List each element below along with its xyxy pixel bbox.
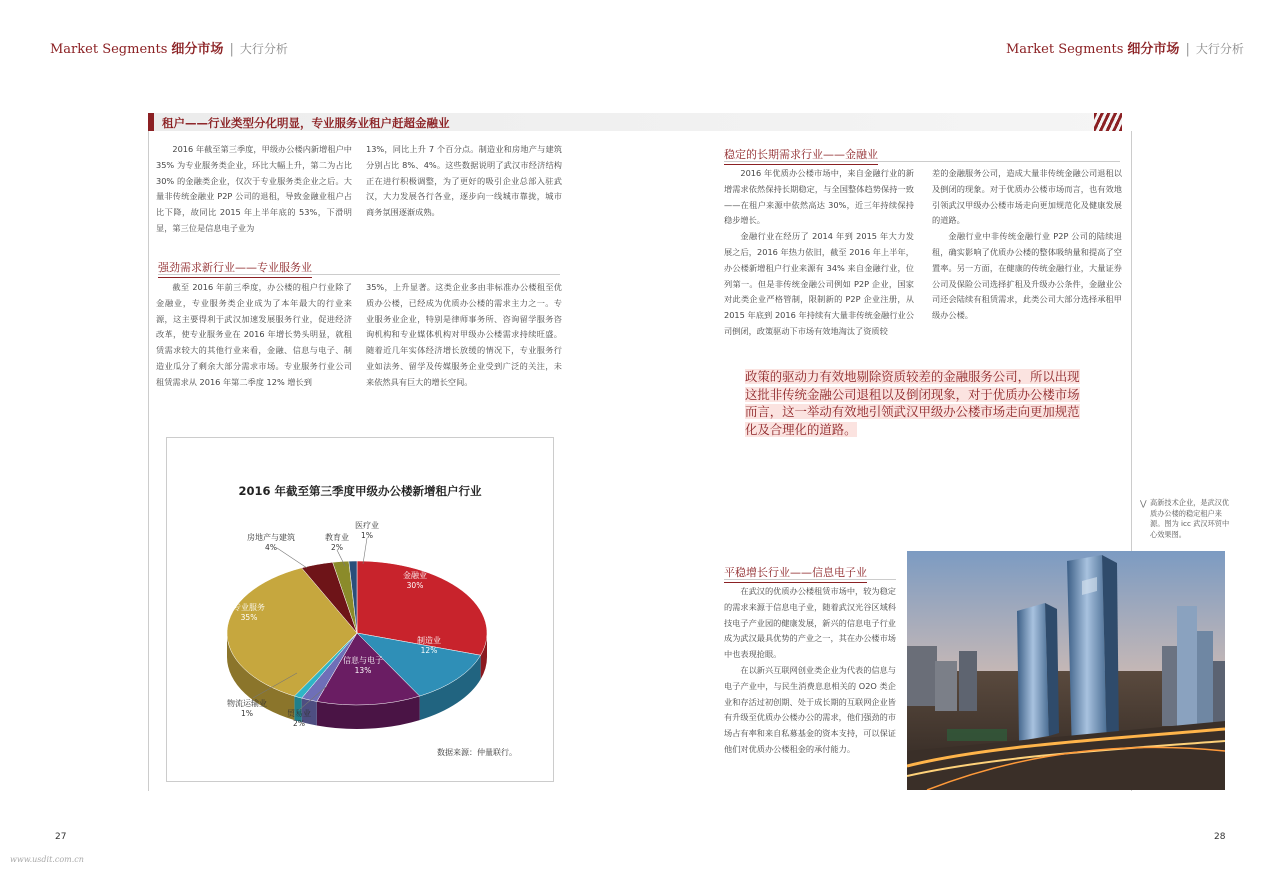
paragraph: 金融行业在经历了 2014 年到 2015 年大力发展之后，2016 年热力依旧，截至 2016 年上半年，办公楼新增租户行业来源有 34% 来自金融行业，位列第一。但是非传统金融公司例如 P2P 企业，国家对此类企业严格管制，限制新的 P2P 企业注册，从 2015 年底到 2016 年持续有大量非传统金融行业公司倒闭，政策驱动下市场有效地淘汰了资质较 xyxy=(724,231,914,336)
section-title-it-electronics: 平稳增长行业——信息电子业 xyxy=(724,564,867,583)
pie-label-name-1: 制造业 xyxy=(417,636,441,645)
pie-chart xyxy=(167,438,553,781)
pie-label-value-0: 30% xyxy=(406,581,424,590)
banner-accent xyxy=(148,113,154,131)
header-sep-right: | xyxy=(1185,42,1190,57)
paragraph: 差的金融服务公司，造成大量非传统金融公司退租以及倒闭的现象。对于优质办公楼市场而言，也有效地引领武汉甲级办公楼市场走向更加规范化及健康发展的道路。 xyxy=(932,168,1122,226)
left-col1-section1 xyxy=(156,142,352,237)
chevron-down-icon: ⋁ xyxy=(1140,499,1147,508)
section-banner xyxy=(148,113,1122,131)
paragraph: 在武汉的优质办公楼租赁市场中，较为稳定的需求来源于信息电子业，随着武汉光谷区域科技电子产业园的健康发展，新兴的信息电子行业成为武汉最具优势的产业之一，其在办公楼市场中也表现抢眼。 xyxy=(724,586,896,660)
page-number-right: 28 xyxy=(1214,832,1226,842)
pie-label-name-3: 贸易业 xyxy=(287,709,311,718)
pie-label-name-4: 物流运输业 xyxy=(227,699,267,708)
pie-label-name-2: 信息与电子 xyxy=(343,656,383,665)
pie-chart-panel xyxy=(166,437,554,782)
left-margin-rule xyxy=(148,131,149,791)
header-en: Market Segments xyxy=(50,42,168,57)
paragraph: 35%，上升显著。这类企业多由非标准办公楼租至优质办公楼，已经成为优质办公楼的需求主力之一。专业服务业企业，特别是律师事务所、咨询留学服务咨询机构和专业媒体机构对甲级办公楼需求持续旺盛。随着近几年实体经济增长放缓的情况下，专业服务行业如法务、留学及传媒服务企业受到广泛的关注，未来依然具有巨大的增长空间。 xyxy=(366,282,562,387)
pie-label-value-3: 2% xyxy=(293,719,305,728)
pie-label-value-8: 1% xyxy=(361,531,373,540)
header-sub: 大行分析 xyxy=(239,42,288,56)
divider xyxy=(724,161,1120,162)
paragraph: 2016 年截至第三季度，甲级办公楼内新增租户中 35% 为专业服务类企业，环比大幅上升，第二为占比 30% 的金融类企业，仅次于专业服务类企业之后。大量非传统金融业 P2P 公司的退租，导致金融业租户占比下降，故同比 2015 年上半年底的 53%，下滑明显，第三位是信息电子业为 xyxy=(156,144,352,233)
paragraph: 截至 2016 年前三季度，办公楼的租户行业除了金融业，专业服务类企业成为了本年最大的行业来源，这主要得利于武汉加速发展服务行业，促进经济改革，使专业服务业在 2016 年增长势头明显，就租赁需求较大的其他行业来看，金融、信息与电子、制造业瓜分了剩余大部分需求市场。专业服务行业公司租赁需求从 2016 年第二季度 12% 增长到 xyxy=(156,282,352,387)
pie-label-value-6: 4% xyxy=(265,543,277,552)
chart-source: 数据来源：仲量联行。 xyxy=(437,748,517,757)
right-page-header xyxy=(1006,38,1244,57)
pie-label-name-6: 房地产与建筑 xyxy=(247,533,295,542)
divider xyxy=(158,274,560,275)
pie-label-value-2: 13% xyxy=(354,666,372,675)
page-number-left: 27 xyxy=(55,832,67,842)
watermark: www.usdit.com.cn xyxy=(10,855,84,864)
skyline-photo xyxy=(907,551,1225,790)
paragraph: 2016 年优质办公楼市场中，来自金融行业的新增需求依然保持长期稳定，与全国整体趋势保持一致——在租户来源中依然高达 30%，近三年持续保持稳步增长。 xyxy=(724,168,914,226)
header-en-right: Market Segments xyxy=(1006,42,1124,57)
pie-label-value-5: 35% xyxy=(240,613,258,622)
left-col2-section2 xyxy=(366,280,562,391)
chart-title: 2016 年截至第三季度甲级办公楼新增租户行业 xyxy=(238,484,482,498)
section-title-finance: 稳定的长期需求行业——金融业 xyxy=(724,146,878,165)
pie-label-value-4: 1% xyxy=(241,709,253,718)
pie-label-name-5: 专业服务 xyxy=(233,603,265,612)
header-zh: 细分市场 xyxy=(171,42,224,57)
right-col3-section2 xyxy=(724,584,896,758)
header-sub-right: 大行分析 xyxy=(1195,42,1244,56)
pie-leader-line-4 xyxy=(363,538,367,564)
paragraph: 13%，同比上升 7 个百分点。制造业和房地产与建筑分别占比 8%、4%。这些数据说明了武汉市经济结构正在进行积极调整，为了更好的吸引企业总部入驻武汉，大力发展各行各业，逐步向一线城市靠拢，城市商务氛围逐渐成熟。 xyxy=(366,144,562,218)
right-col2-section1 xyxy=(932,166,1122,324)
left-col2-section1 xyxy=(366,142,562,221)
header-zh-right: 细分市场 xyxy=(1127,42,1180,57)
pie-label-value-7: 2% xyxy=(331,543,343,552)
pie-leader-line-2 xyxy=(277,548,307,568)
paragraph: 金融行业中非传统金融行业 P2P 公司的陆续退租，确实影响了优质办公楼的整体吸纳量和提高了空置率。另一方面，在健康的传统金融行业，大量证券公司及保险公司选择扩租及升级办公条件，金融业公司还会陆续有租赁需求，此类公司大部分选择承租甲级办公楼。 xyxy=(932,231,1122,321)
pie-label-value-1: 12% xyxy=(420,646,438,655)
banner-stripes xyxy=(1094,113,1122,131)
section-title-professional-services: 强劲需求新行业——专业服务业 xyxy=(158,259,312,278)
pull-quote-text: 政策的驱动力有效地剔除资质较差的金融服务公司，所以出现这批非传统金融公司退租以及倒闭现象，对于优质办公楼市场而言，这一举动有效地引领武汉甲级办公楼市场走向更加规范化及合理化的道路。 xyxy=(745,369,1080,437)
pie-label-name-7: 教育业 xyxy=(325,533,349,542)
left-page-header xyxy=(50,38,288,57)
paragraph: 在以新兴互联网创业类企业为代表的信息与电子产业中，与民生消费息息相关的 O2O 类企业和存活过初创期、处于成长期的互联网企业皆有升级至优质办公楼办公的需求，他们强劲的市场占有率和来自私募基金的资本支持，可以保证他们对优质办公楼租金的承付能力。 xyxy=(724,664,896,754)
pull-quote xyxy=(745,368,1089,438)
divider xyxy=(724,579,896,580)
header-sep: | xyxy=(229,42,234,57)
pie-label-name-8: 医疗业 xyxy=(355,521,379,530)
banner-title: 租户——行业类型分化明显，专业服务业租户赶超金融业 xyxy=(162,116,450,130)
pie-label-name-0: 金融业 xyxy=(403,571,427,580)
skyline-image xyxy=(907,551,1225,790)
photo-caption: 高新技术企业，是武汉优质办公楼的稳定租户来源。图为 icc 武汉环贸中心效果图。 xyxy=(1150,498,1230,539)
right-col1-section1 xyxy=(724,166,914,340)
left-col1-section2 xyxy=(156,280,352,391)
